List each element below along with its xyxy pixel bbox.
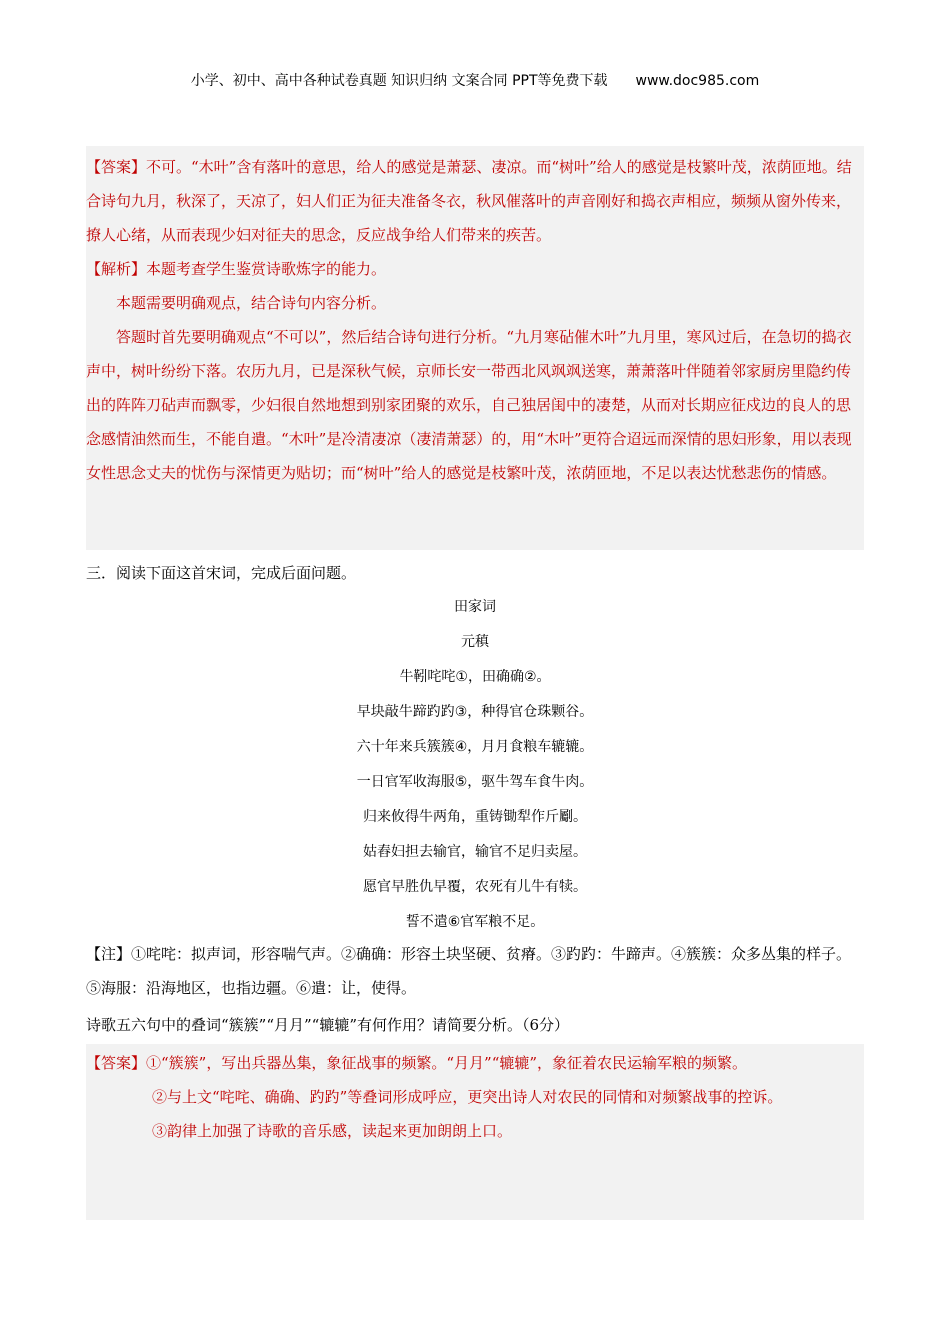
answer-2-point-3: ③韵律上加强了诗歌的音乐感，读起来更加朗朗上口。 bbox=[152, 1122, 513, 1140]
poem-line: 誓不遣⑥官军粮不足。 bbox=[405, 914, 545, 930]
poem-line: 牛靷咤咤①，田确确②。 bbox=[399, 669, 551, 685]
answer-block-2 bbox=[86, 1044, 864, 1220]
answer-2-point-2: ②与上文“咤咤、确确、趵趵”等叠词形成呼应，更突出诗人对农民的同情和对频繁战事的控诉。 bbox=[152, 1088, 783, 1106]
header-site: www.doc985.com bbox=[635, 73, 760, 89]
poem-line: 姑舂妇担去输官，输官不足归卖屋。 bbox=[363, 844, 587, 860]
answer-2-para-1 bbox=[86, 1046, 864, 1080]
poem-line: 愿官早胜仇早覆，农死有儿牛有犊。 bbox=[363, 879, 587, 895]
analysis-para-2: 本题需要明确观点，结合诗句内容分析。 bbox=[116, 294, 387, 312]
poem-line: 一日官军收海服⑤，驱牛驾车食牛肉。 bbox=[356, 774, 594, 790]
analysis-para-3: 答题时首先要明确观点“不可以”，然后结合诗句进行分析。“九月寒砧催木叶”九月里，寒风过后，在急切的捣衣声中，树叶纷纷下落。农历九月，已是深秋气候，京师长安一带西北风飒飒送寒，萧萧落叶伴随着邻家厨房里隐约传出的阵阵刀砧声而飘零，少妇很自然地想到别家团聚的欢乐，自己独居闺中的凄楚，从而对长期应征戍边的良人的思念感情油然而生，不能自遣。“木叶”是冷清凄凉（凄清萧瑟）的，用“木叶”更符合迢远而深情的思妇形象，用以表现女性思念丈夫的忧伤与深情更为贴切；而“树叶”给人的感觉是枝繁叶茂，浓荫匝地，不足以表达忧愁悲伤的情感。 bbox=[86, 328, 852, 482]
header-text: 小学、初中、高中各种试卷真题 知识归纳 文案合同 PPT等免费下载 bbox=[190, 73, 608, 89]
question-text: 诗歌五六句中的叠词“簇簇”“月月”“辘辘”有何作用？请简要分析。（6分） bbox=[86, 1016, 570, 1034]
page-header bbox=[0, 70, 950, 90]
poem-title: 田家词 bbox=[454, 599, 496, 615]
analysis-tag: 【解析】 bbox=[86, 260, 147, 278]
analysis-text: 本题考查学生鉴赏诗歌炼字的能力。 bbox=[146, 260, 387, 278]
poem-line: 六十年来兵簇簇④，月月食粮车辘辘。 bbox=[356, 739, 594, 755]
answer-2-tag: 【答案】 bbox=[86, 1054, 147, 1072]
poem bbox=[86, 590, 864, 940]
poem-line: 归来攸得牛两角，重铸锄犁作斤劚。 bbox=[363, 809, 587, 825]
poem-line: 早块敲牛蹄趵趵③，种得官仓珠颗谷。 bbox=[356, 704, 594, 720]
question-intro: 三．阅读下面这首宋词，完成后面问题。 bbox=[86, 564, 357, 582]
answer-analysis-block bbox=[86, 146, 864, 550]
poem-notes: 【注】①咤咤：拟声词，形容喘气声。②确确：形容土块坚硬、贫瘠。③趵趵：牛蹄声。④簇簇：众多丛集的样子。⑤海服：沿海地区，也指边疆。⑥遣：让，使得。 bbox=[86, 945, 852, 997]
answer-2-point-1: ①“簇簇”，写出兵器丛集，象征战事的频繁。“月月”“辘辘”，象征着农民运输军粮的频繁。 bbox=[146, 1054, 748, 1072]
poem-author: 元稹 bbox=[461, 634, 489, 650]
analysis-paragraph bbox=[86, 252, 864, 286]
answer-tag: 【答案】 bbox=[86, 158, 147, 176]
answer-text: 不可。“木叶”含有落叶的意思，给人的感觉是萧瑟、凄凉。而“树叶”给人的感觉是枝繁叶茂，浓荫匝地。结合诗句九月，秋深了，天凉了，妇人们正为征夫准备冬衣，秋风催落叶的声音刚好和捣衣声相应，频频从窗外传来，撩人心绪，从而表现少妇对征夫的思念，反应战争给人们带来的疾苦。 bbox=[86, 158, 852, 244]
answer-paragraph bbox=[86, 150, 864, 252]
